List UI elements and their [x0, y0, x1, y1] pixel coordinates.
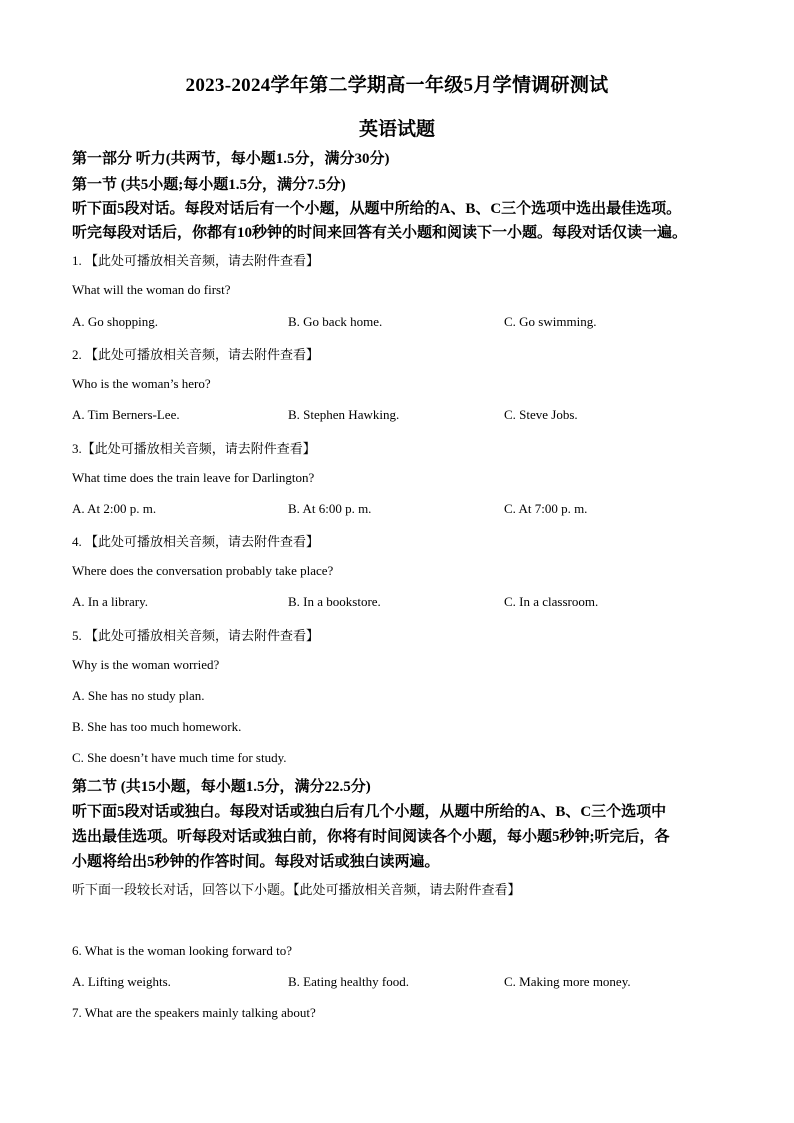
audio-marker: 4. 【此处可播放相关音频，请去附件查看】 — [72, 534, 320, 549]
section2-instruction: 听下面5段对话或独白。每段对话或独白后有几个小题，从题中所给的A、B、C三个选项中 — [72, 804, 667, 820]
option-c: C. At 7:00 p. m. — [504, 501, 588, 516]
section2-heading: 第二节 (共15小题，每小题1.5分，满分22.5分) — [72, 779, 371, 795]
option-a: A. In a library. — [72, 594, 149, 609]
option-a: A. Lifting weights. — [72, 974, 171, 989]
option-c: C. In a classroom. — [504, 594, 599, 609]
question-text: Where does the conversation probably take place? — [72, 563, 334, 578]
option-c: C. She doesn’t have much time for study. — [72, 750, 287, 765]
part1-heading: 第一部分 听力(共两节，每小题1.5分，满分30分) — [72, 151, 390, 167]
question-text: 6. What is the woman looking forward to? — [72, 943, 292, 958]
option-b: B. At 6:00 p. m. — [288, 501, 372, 516]
option-c: C. Steve Jobs. — [504, 407, 578, 422]
question-text: Who is the woman’s hero? — [72, 376, 211, 391]
option-a: A. Tim Berners-Lee. — [72, 407, 180, 422]
option-b: B. In a bookstore. — [288, 594, 381, 609]
section1-instruction: 听下面5段对话。每段对话后有一个小题，从题中所给的A、B、C三个选项中选出最佳选项。 — [72, 201, 682, 217]
section2-instruction: 选出最佳选项。听每段对话或独白前，你将有时间阅读各个小题，每小题5秒钟;听完后，各 — [72, 829, 670, 845]
option-a: A. At 2:00 p. m. — [72, 501, 157, 516]
audio-marker: 2. 【此处可播放相关音频，请去附件查看】 — [72, 347, 320, 362]
section2-instruction: 小题将给出5秒钟的作答时间。每段对话或独白读两遍。 — [72, 854, 440, 870]
dialogue-intro: 听下面一段较长对话，回答以下小题。【此处可播放相关音频，请去附件查看】 — [72, 882, 521, 897]
audio-marker: 5. 【此处可播放相关音频，请去附件查看】 — [72, 628, 320, 643]
option-b: B. She has too much homework. — [72, 719, 242, 734]
audio-marker: 1. 【此处可播放相关音频，请去附件查看】 — [72, 253, 320, 268]
option-b: B. Go back home. — [288, 314, 383, 329]
question-text: What will the woman do first? — [72, 282, 231, 297]
option-b: B. Stephen Hawking. — [288, 407, 400, 422]
section1-heading: 第一节 (共5小题;每小题1.5分，满分7.5分) — [72, 177, 346, 193]
page-subtitle: 英语试题 — [358, 119, 435, 140]
option-b: B. Eating healthy food. — [288, 974, 409, 989]
audio-marker: 3.【此处可播放相关音频，请去附件查看】 — [72, 441, 316, 456]
section1-instruction: 听完每段对话后，你都有10秒钟的时间来回答有关小题和阅读下一小题。每段对话仅读一遍。 — [72, 225, 688, 241]
page-title: 2023-2024学年第二学期高一年级5月学情调研测试 — [185, 75, 609, 96]
option-c: C. Go swimming. — [504, 314, 597, 329]
question-text: What time does the train leave for Darlington? — [72, 470, 315, 485]
option-c: C. Making more money. — [504, 974, 631, 989]
option-a: A. Go shopping. — [72, 314, 158, 329]
question-text: 7. What are the speakers mainly talking about? — [72, 1005, 316, 1020]
question-text: Why is the woman worried? — [72, 657, 220, 672]
option-a: A. She has no study plan. — [72, 688, 205, 703]
